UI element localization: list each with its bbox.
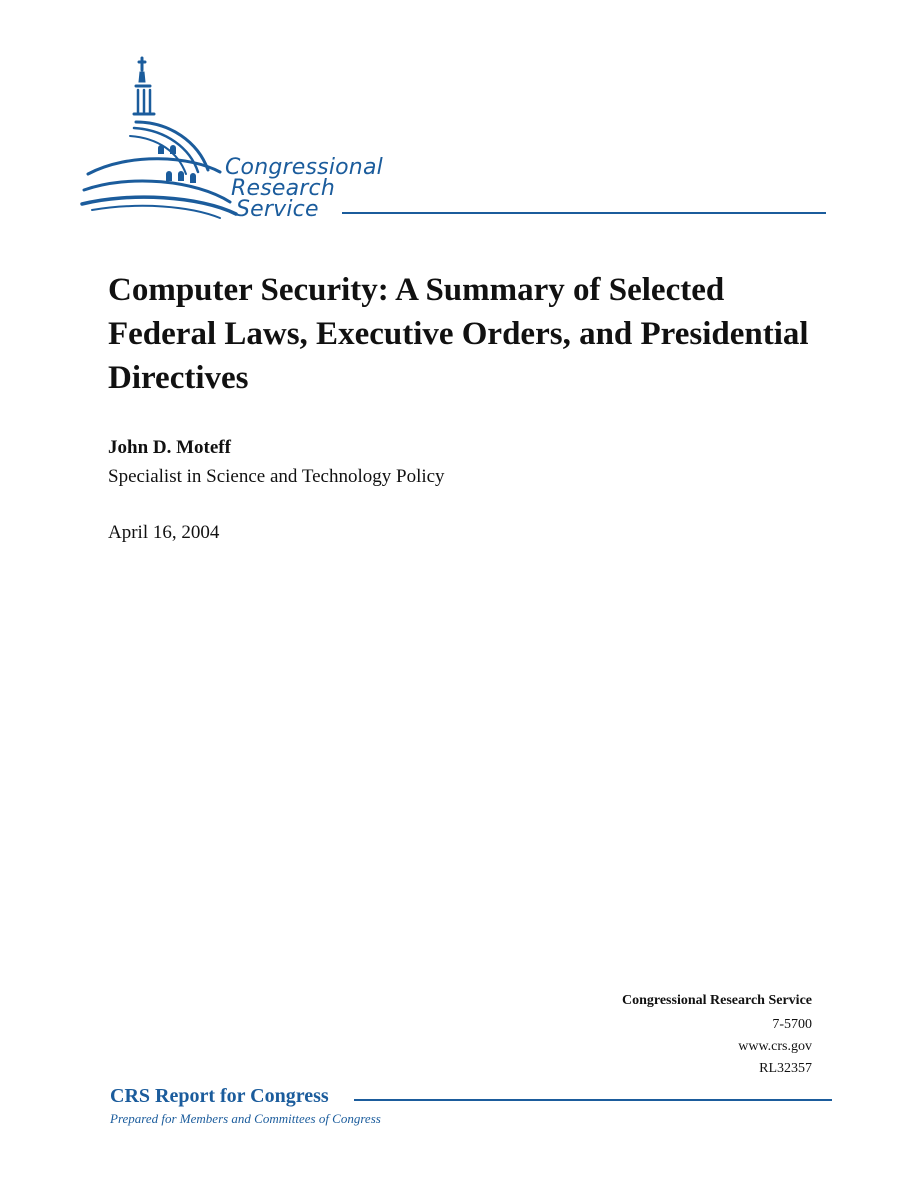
crs-logo bbox=[80, 52, 840, 227]
author-role: Specialist in Science and Technology Policy bbox=[108, 466, 445, 487]
report-date: April 16, 2004 bbox=[108, 522, 220, 543]
publisher-name: Congressional Research Service bbox=[621, 993, 812, 1008]
publisher-info bbox=[622, 990, 812, 1080]
capitol-dome-icon bbox=[80, 52, 240, 222]
footer-divider bbox=[354, 1099, 832, 1101]
report-title: Computer Security: A Summary of Selected Federal Laws, Executive Orders, and Presidential Directives bbox=[108, 272, 809, 396]
publisher-phone: 7-5700 bbox=[772, 1017, 812, 1032]
publisher-website[interactable]: www.crs.gov bbox=[738, 1039, 812, 1054]
logo-line-service: Service bbox=[236, 197, 319, 222]
logo-line-research: Research bbox=[231, 176, 335, 201]
logo-divider bbox=[342, 212, 826, 214]
author-name: John D. Moteff bbox=[108, 437, 231, 458]
footer-title: CRS Report for Congress bbox=[110, 1085, 329, 1107]
report-number: RL32357 bbox=[759, 1061, 812, 1076]
footer-subtitle: Prepared for Members and Committees of Congress bbox=[110, 1111, 381, 1126]
logo-line-congressional: Congressional bbox=[225, 155, 383, 180]
